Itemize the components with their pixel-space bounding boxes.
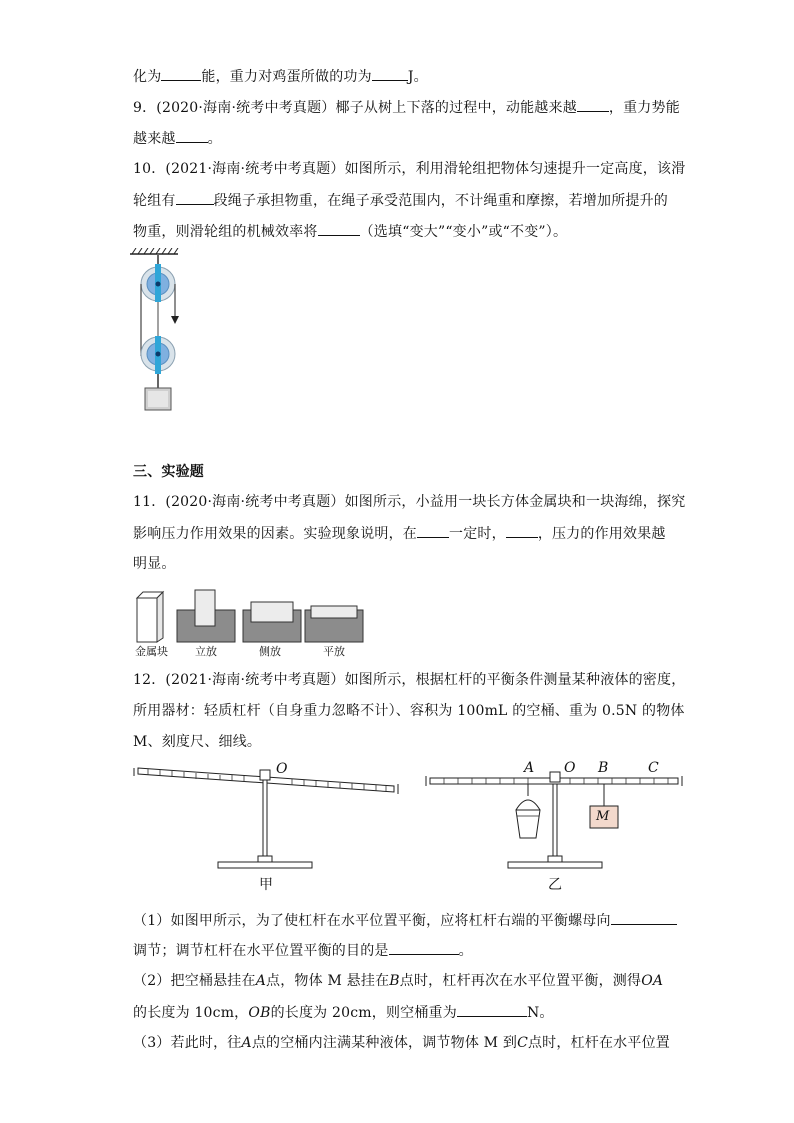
q10-line-2 [133, 190, 668, 211]
q9-text: 越来越 [133, 131, 176, 147]
answer-blank[interactable] [176, 128, 208, 143]
section-title: 三、实验题 [133, 464, 204, 480]
q9-line-2 [133, 128, 222, 149]
q12-sub2-line-2 [133, 1002, 554, 1023]
q12-sub2-line-1 [133, 971, 663, 991]
point-o-yi: O [564, 760, 576, 776]
answer-blank[interactable] [389, 940, 459, 955]
q10-line-1: 10．(2021·海南·统考中考真题）如图所示，利用滑轮组把物体匀速提升一定高度，该滑 [133, 161, 686, 177]
lever-figure-jia [132, 760, 402, 872]
q12-text: 调节；调节杠杆在水平位置平衡的目的是 [133, 943, 389, 959]
q10-text: （选填“变大”“变小”或“不变”）。 [359, 224, 568, 240]
sponge-standing [177, 590, 235, 642]
q12-point: A [241, 1035, 252, 1051]
q11-line-3: 明显。 [133, 556, 176, 572]
q12-sub1-line-1 [133, 910, 677, 931]
answer-blank[interactable] [161, 66, 201, 81]
q12-point: OB [248, 1005, 271, 1021]
q12-sub3-line-1 [133, 1033, 670, 1053]
caption-jia: 甲 [259, 877, 273, 893]
answer-blank[interactable] [611, 910, 677, 925]
q12-point: A [255, 973, 267, 989]
point-b-yi: B [598, 760, 609, 776]
q12-text: （3）若此时，往 [133, 1035, 242, 1051]
q9-text: 9．(2020·海南·统考中考真题）椰子从树上下落的过程中，动能越来越 [133, 100, 577, 116]
q12-text: 的长度为 10cm， [133, 1005, 249, 1021]
answer-blank[interactable] [372, 66, 408, 81]
q10-text: 轮组有 [133, 193, 176, 209]
q12-line-1: 12．(2021·海南·统考中考真题）如图所示，根据杠杆的平衡条件测量某种液体的密度， [133, 672, 686, 688]
q12-point: B [389, 973, 400, 989]
sponge-flat [305, 606, 363, 642]
point-c-yi: C [648, 760, 659, 776]
q11-text: 影响压力作用效果的因素。实验现象说明，在 [133, 526, 417, 542]
q12-text: 点时，杠杆再次在水平位置平衡，测得 [399, 973, 642, 989]
q12-line-2: 所用器材：轻质杠杆（自身重力忽略不计）、容积为 100mL 的空桶、重为 0.5N 的物体 [133, 703, 685, 719]
q8-text-a: 化为 [133, 69, 162, 85]
q10-line-3 [133, 221, 567, 242]
metal-block [137, 592, 163, 642]
q8-tail-line [133, 66, 428, 87]
q9-text: 。 [207, 131, 222, 147]
caption-yi: 乙 [548, 877, 562, 893]
q10-text: 物重，则滑轮组的机械效率将 [133, 224, 318, 240]
q12-text: 点，物体 M 悬挂在 [266, 973, 390, 989]
label-standing: 立放 [195, 645, 217, 658]
answer-blank[interactable] [318, 221, 360, 236]
q12-text: （2）把空桶悬挂在 [133, 973, 256, 989]
answer-blank[interactable] [506, 523, 538, 538]
q12-text: 。 [458, 943, 473, 959]
q11-text: ，压力的作用效果越 [537, 526, 666, 542]
label-metal-block: 金属块 [135, 645, 168, 658]
q11-line-2 [133, 523, 666, 544]
q12-text: 点时，杠杆在水平位置 [527, 1035, 670, 1051]
pulley-system-figure [128, 248, 198, 416]
q12-text: 点的空桶内注满某种液体，调节物体 M 到 [251, 1035, 518, 1051]
answer-blank[interactable] [577, 97, 609, 112]
answer-blank[interactable] [176, 190, 214, 205]
q12-text: N。 [526, 1005, 554, 1021]
q11-line-1: 11．(2020·海南·统考中考真题）如图所示，小益用一块长方体金属块和一块海绵，探究 [133, 494, 686, 510]
point-a-yi: A [524, 760, 535, 776]
q12-point: OA [641, 973, 664, 989]
q8-text-b: 能，重力对鸡蛋所做的功为 [201, 69, 372, 85]
q12-sub1-line-2 [133, 940, 473, 961]
sponge-side [243, 602, 301, 642]
q10-text: 段绳子承担物重，在绳子承受范围内，不计绳重和摩擦，若增加所提升的 [213, 193, 669, 209]
q12-text: （1）如图甲所示，为了使杠杆在水平位置平衡，应将杠杆右端的平衡螺母向 [133, 913, 611, 929]
lever-figure-yi [424, 768, 692, 872]
point-o-jia: O [276, 761, 288, 777]
q12-line-3: M、刻度尺、细线。 [133, 734, 262, 750]
weight-m-label: M [596, 809, 610, 824]
q11-text: 一定时， [449, 526, 506, 542]
label-side: 侧放 [259, 645, 281, 658]
q12-point: C [517, 1035, 528, 1051]
answer-blank[interactable] [457, 1002, 527, 1017]
q8-text-c: J。 [407, 69, 428, 85]
q12-text: 的长度为 20cm，则空桶重为 [270, 1005, 457, 1021]
answer-blank[interactable] [417, 523, 449, 538]
q9-text: ，重力势能 [608, 100, 680, 116]
sponge-experiment-figure [133, 588, 369, 644]
label-flat: 平放 [323, 645, 345, 658]
q9-line-1 [133, 97, 680, 118]
